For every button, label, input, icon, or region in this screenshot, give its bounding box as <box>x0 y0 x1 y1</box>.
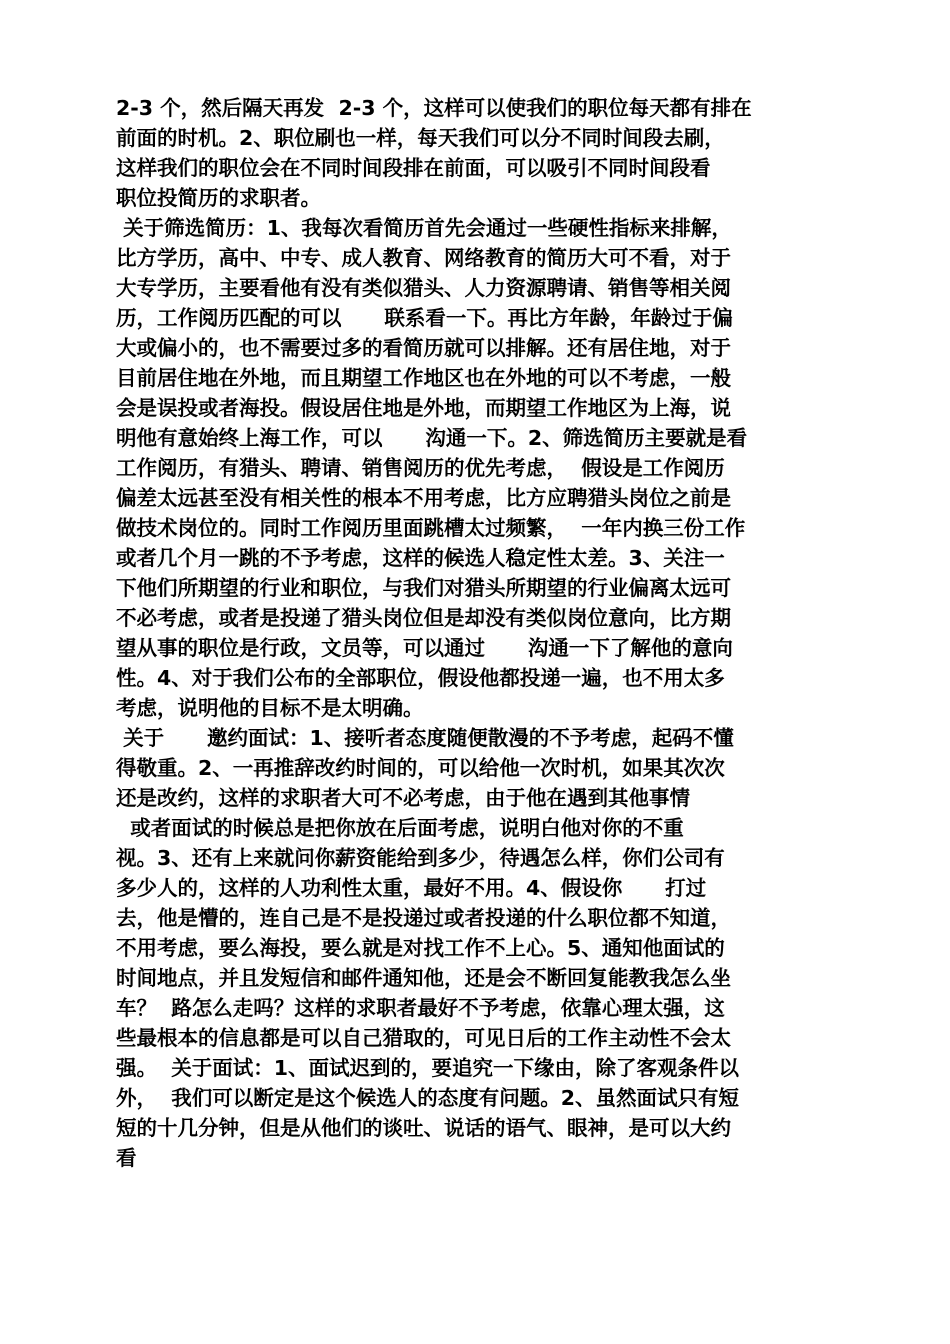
text-line: 得敬重。2、一再推辞改约时间的，可以给他一次时机，如果其次次 <box>116 756 725 780</box>
text-line: 去，他是懵的，连自己是不是投递过或者投递的什么职位都不知道， <box>116 906 731 930</box>
text-line: 历，工作阅历匹配的可以 联系看一下。再比方年龄，年龄过于偏 <box>116 306 733 330</box>
text-line: 些最根本的信息都是可以自己猎取的，可见日后的工作主动性不会太 <box>116 1026 731 1050</box>
text-line: 性。4、对于我们公布的全部职位，假设他都投递一遍，也不用太多 <box>116 666 725 690</box>
text-line: 或者几个月一跳的不予考虑，这样的候选人稳定性太差。3、关注一 <box>116 546 725 570</box>
text-line: 比方学历，高中、中专、成人教育、网络教育的简历大可不看，对于 <box>116 246 731 270</box>
text-line: 大或偏小的，也不需要过多的看简历就可以排解。还有居住地，对于 <box>116 336 731 360</box>
text-line: 明他有意始终上海工作，可以 沟通一下。2、筛选简历主要就是看 <box>116 426 748 450</box>
text-line: 会是误投或者海投。假设居住地是外地，而期望工作地区为上海，说 <box>116 396 731 420</box>
text-line: 这样我们的职位会在不同时间段排在前面，可以吸引不同时间段看 <box>116 156 711 180</box>
text-line: 还是改约，这样的求职者大可不必考虑，由于他在遇到其他事情 <box>116 786 690 810</box>
text-line: 关于 邀约面试：1、接听者态度随便散漫的不予考虑，起码不懂 <box>116 726 734 750</box>
text-line: 望从事的职位是行政，文员等，可以通过 沟通一下了解他的意向 <box>116 636 733 660</box>
text-line: 强。 关于面试：1、面试迟到的，要追究一下缘由，除了客观条件以 <box>116 1056 740 1080</box>
text-line: 2-3 个，然后隔天再发 2-3 个，这样可以使我们的职位每天都有排在 <box>116 96 752 120</box>
text-line: 前面的时机。2、职位刷也一样，每天我们可以分不同时间段去刷， <box>116 126 725 150</box>
document-body <box>116 93 836 1173</box>
text-line: 多少人的，这样的人功利性太重，最好不用。4、假设你 打过 <box>116 876 707 900</box>
text-line: 车？ 路怎么走吗？这样的求职者最好不予考虑，依靠心理太强，这 <box>116 996 725 1020</box>
text-line: 大专学历，主要看他有没有类似猎头、人力资源聘请、销售等相关阅 <box>116 276 731 300</box>
text-line: 视。3、还有上来就问你薪资能给到多少，待遇怎么样，你们公司有 <box>116 846 725 870</box>
text-line: 不用考虑，要么海投，要么就是对找工作不上心。5、通知他面试的 <box>116 936 725 960</box>
text-line: 短的十几分钟，但是从他们的谈吐、说话的语气、眼神，是可以大约 <box>116 1116 731 1140</box>
text-line: 外， 我们可以断定是这个候选人的态度有问题。2、虽然面试只有短 <box>116 1086 740 1110</box>
text-line: 或者面试的时候总是把你放在后面考虑，说明白他对你的不重 <box>116 816 684 840</box>
text-line: 看 <box>116 1146 137 1170</box>
text-line: 关于筛选简历：1、我每次看简历首先会通过一些硬性指标来排解， <box>116 216 732 240</box>
text-line: 考虑，说明他的目标不是太明确。 <box>116 696 424 720</box>
text-line: 目前居住地在外地，而且期望工作地区也在外地的可以不考虑，一般 <box>116 366 731 390</box>
text-line: 工作阅历，有猎头、聘请、销售阅历的优先考虑， 假设是工作阅历 <box>116 456 725 480</box>
text-line: 下他们所期望的行业和职位，与我们对猎头所期望的行业偏离太远可 <box>116 576 731 600</box>
text-line: 偏差太远甚至没有相关性的根本不用考虑，比方应聘猎头岗位之前是 <box>116 486 731 510</box>
text-line: 职位投简历的求职者。 <box>116 186 321 210</box>
text-line: 时间地点，并且发短信和邮件通知他，还是会不断回复能教我怎么坐 <box>116 966 731 990</box>
text-line: 做技术岗位的。同时工作阅历里面跳槽太过频繁， 一年内换三份工作 <box>116 516 746 540</box>
text-line: 不必考虑，或者是投递了猎头岗位但是却没有类似岗位意向，比方期 <box>116 606 731 630</box>
